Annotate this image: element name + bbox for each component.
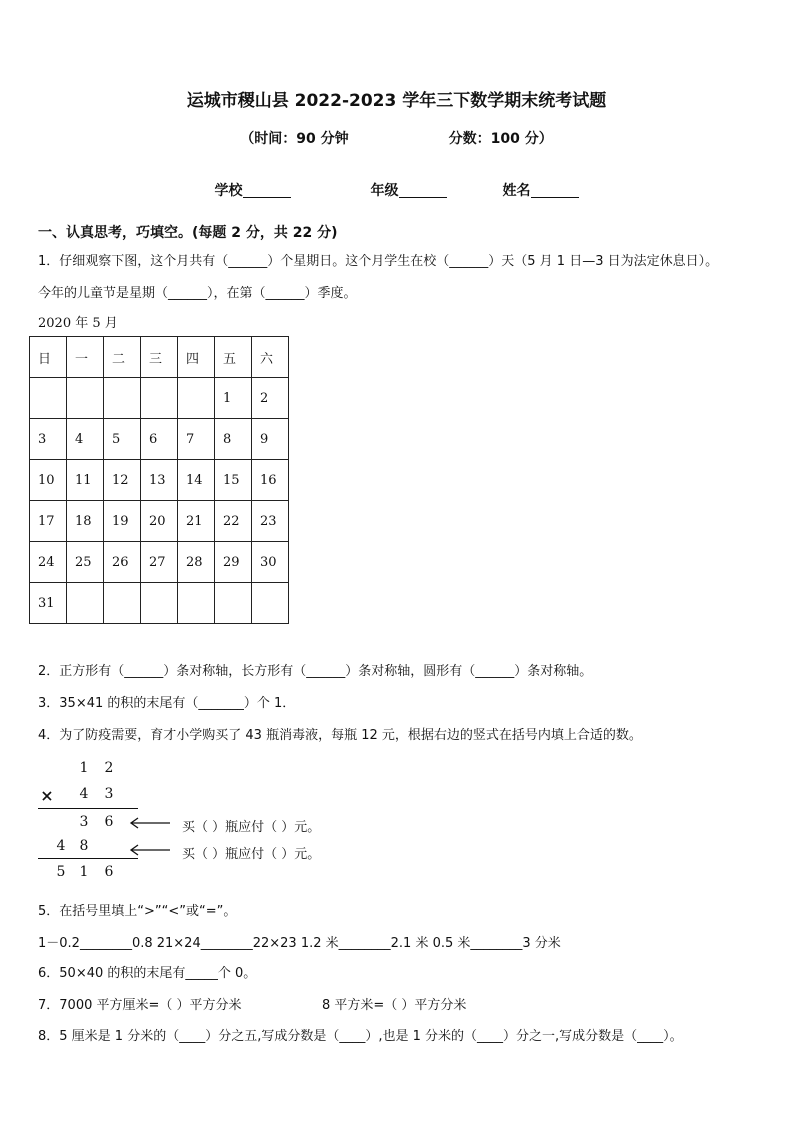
- day-cell: [178, 378, 215, 419]
- day-cell: 7: [178, 419, 215, 460]
- day-cell: 3: [30, 419, 67, 460]
- day-cell: 1: [215, 378, 252, 419]
- day-cell: 19: [104, 501, 141, 542]
- note-line-1: 买（ ）瓶应付（ ）元。: [182, 820, 321, 835]
- day-cell: 17: [30, 501, 67, 542]
- weekday-cell: 三: [141, 337, 178, 378]
- time-score-line: [0, 128, 793, 148]
- weekday-cell: 日: [30, 337, 67, 378]
- partial-product-digit: 6: [104, 814, 114, 830]
- multiplier-digit: 3: [104, 786, 114, 802]
- multiplier-digit: 4: [79, 786, 89, 802]
- result-digit: 6: [104, 864, 114, 880]
- calendar-week-row: [30, 501, 289, 542]
- day-cell: 8: [215, 419, 252, 460]
- day-cell: 30: [252, 542, 289, 583]
- day-cell: [215, 583, 252, 624]
- question-5-items: 1－0.2________0.8 21×24________22×23 1.2 米________2.1 米 0.5 米________3 分米: [38, 936, 561, 951]
- partial-product-digit: 3: [79, 814, 89, 830]
- exam-time: （时间：90 分钟: [240, 131, 349, 147]
- day-cell: 27: [141, 542, 178, 583]
- day-cell: 2: [252, 378, 289, 419]
- day-cell: [104, 583, 141, 624]
- calendar-week-row: [30, 419, 289, 460]
- result-digit: 5: [56, 864, 66, 880]
- day-cell: 9: [252, 419, 289, 460]
- day-cell: [104, 378, 141, 419]
- day-cell: [141, 583, 178, 624]
- day-cell: 13: [141, 460, 178, 501]
- question-2: 2．正方形有（______）条对称轴，长方形有（______）条对称轴，圆形有（______）条对称轴。: [38, 664, 593, 679]
- section-heading: 一、认真思考，巧填空。(每题 2 分，共 22 分): [38, 225, 338, 241]
- weekday-cell: 一: [67, 337, 104, 378]
- page-title: 运城市稷山县 2022-2023 学年三下数学期末统考试题: [186, 91, 607, 111]
- day-cell: 20: [141, 501, 178, 542]
- day-cell: 28: [178, 542, 215, 583]
- day-cell: 12: [104, 460, 141, 501]
- name-blank[interactable]: [531, 183, 579, 198]
- weekday-cell: 四: [178, 337, 215, 378]
- weekday-cell: 六: [252, 337, 289, 378]
- question-3: 3．35×41 的积的末尾有（_______）个 1．: [38, 696, 296, 711]
- day-cell: 4: [67, 419, 104, 460]
- question-5: 5．在括号里填上“>”“<”或“=”。: [38, 904, 237, 919]
- vertical-multiplication: [0, 758, 793, 888]
- day-cell: 26: [104, 542, 141, 583]
- partial-product-digit: 4: [56, 838, 66, 854]
- multiply-sign: ×: [40, 786, 54, 805]
- name-label: 姓名: [502, 183, 531, 199]
- day-cell: 29: [215, 542, 252, 583]
- calendar-header-row: [30, 337, 289, 378]
- question-7b: 8 平方米=（ ）平方分米: [322, 998, 467, 1013]
- school-label: 学校: [214, 183, 243, 199]
- calendar-week-row: [30, 583, 289, 624]
- day-cell: 10: [30, 460, 67, 501]
- multiplicand-digit: 2: [104, 760, 114, 776]
- grade-label: 年级: [370, 183, 399, 199]
- question-8: 8．5 厘米是 1 分米的（____）分之五,写成分数是（____）,也是 1 分米的（____）分之一,写成分数是（____）。: [38, 1029, 683, 1044]
- day-cell: [178, 583, 215, 624]
- question-1-line1: 1．仔细观察下图，这个月共有（______）个星期日。这个月学生在校（______）天（5 月 1 日—3 日为法定休息日）。: [38, 254, 719, 269]
- day-cell: [67, 378, 104, 419]
- day-cell: [30, 378, 67, 419]
- question-7a: 7．7000 平方厘米=（ ）平方分米: [38, 998, 242, 1013]
- question-6: 6．50×40 的积的末尾有_____个 0。: [38, 966, 257, 981]
- exam-score: 分数：100 分）: [448, 131, 553, 147]
- day-cell: 31: [30, 583, 67, 624]
- school-blank[interactable]: [243, 183, 291, 198]
- day-cell: 6: [141, 419, 178, 460]
- sum-line: [38, 858, 138, 859]
- day-cell: 5: [104, 419, 141, 460]
- calendar-table: [29, 336, 289, 624]
- day-cell: 22: [215, 501, 252, 542]
- multiplicand-digit: 1: [79, 760, 89, 776]
- day-cell: 25: [67, 542, 104, 583]
- calendar-week-row: [30, 378, 289, 419]
- day-cell: [141, 378, 178, 419]
- partial-product-digit: 8: [79, 838, 89, 854]
- question-4: 4．为了防疫需要，育才小学购买了 43 瓶消毒液，每瓶 12 元，根据右边的竖式在括号内填上合适的数。: [38, 728, 642, 743]
- result-digit: 1: [79, 864, 89, 880]
- calendar-week-row: [30, 542, 289, 583]
- day-cell: 11: [67, 460, 104, 501]
- day-cell: 21: [178, 501, 215, 542]
- grade-blank[interactable]: [399, 183, 447, 198]
- product-line: [38, 808, 138, 809]
- day-cell: 23: [252, 501, 289, 542]
- arrow-left-icon: [128, 843, 172, 857]
- arrow-left-icon: [128, 816, 172, 830]
- student-info-line: [0, 180, 793, 200]
- question-1-line2: 今年的儿童节是星期（______），在第（______）季度。: [38, 286, 357, 301]
- calendar-caption: 2020 年 5 月: [38, 316, 118, 331]
- day-cell: 15: [215, 460, 252, 501]
- day-cell: 14: [178, 460, 215, 501]
- weekday-cell: 五: [215, 337, 252, 378]
- weekday-cell: 二: [104, 337, 141, 378]
- day-cell: 16: [252, 460, 289, 501]
- note-line-2: 买（ ）瓶应付（ ）元。: [182, 847, 321, 862]
- day-cell: 24: [30, 542, 67, 583]
- day-cell: 18: [67, 501, 104, 542]
- day-cell: [67, 583, 104, 624]
- day-cell: [252, 583, 289, 624]
- calendar-week-row: [30, 460, 289, 501]
